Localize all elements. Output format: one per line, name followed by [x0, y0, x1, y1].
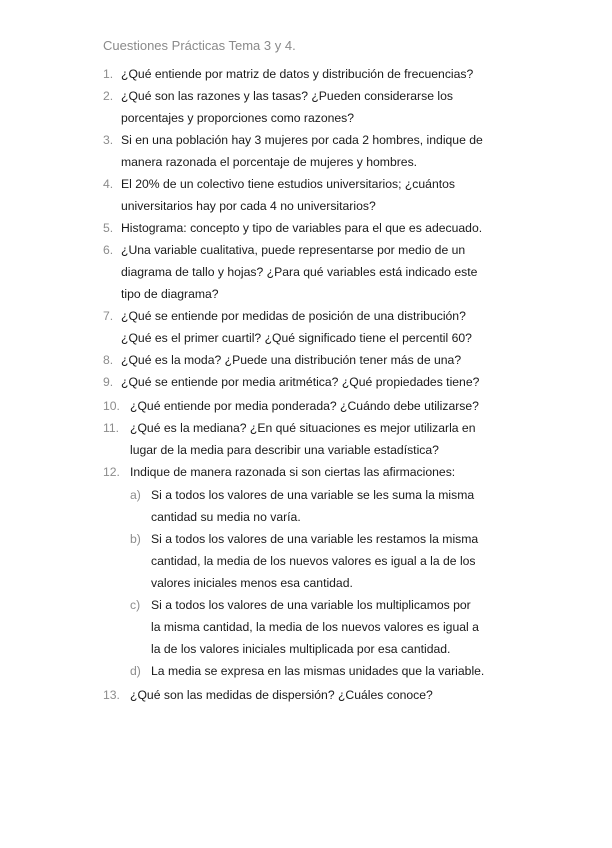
question-line: ¿Qué son las razones y las tasas? ¿Pueden considerarse los	[121, 89, 453, 103]
question-line: ¿Qué entiende por matriz de datos y distribución de frecuencias?	[121, 67, 474, 81]
question-number: 12.	[103, 465, 120, 479]
question-number: 4.	[103, 177, 114, 191]
sub-item-letter: c)	[130, 598, 141, 612]
question-line: universitarios hay por cada 4 no universitarios?	[121, 199, 376, 213]
sub-item-line: cantidad, la media de los nuevos valores es igual a la de los	[151, 554, 476, 568]
question-line: ¿Qué es la moda? ¿Puede una distribución tener más de una?	[121, 353, 462, 367]
question-item	[103, 417, 513, 461]
question-number: 9.	[103, 375, 114, 389]
question-item	[103, 371, 513, 393]
question-number: 10.	[103, 399, 120, 413]
question-item	[103, 684, 513, 706]
sub-item-letter: d)	[130, 664, 141, 678]
question-number: 8.	[103, 353, 114, 367]
sub-item	[130, 594, 520, 660]
question-item	[103, 173, 513, 217]
question-line: ¿Una variable cualitativa, puede representarse por medio de un	[121, 243, 466, 257]
sub-item-letter: a)	[130, 488, 141, 502]
question-item	[103, 349, 513, 371]
question-item	[103, 305, 513, 349]
sub-item-line: la misma cantidad, la media de los nuevos valores es igual a	[151, 620, 479, 634]
sub-item	[130, 660, 520, 682]
sub-item-letter: b)	[130, 532, 141, 546]
sub-item-line: Si a todos los valores de una variable les restamos la misma	[151, 532, 479, 546]
question-line: ¿Qué son las medidas de dispersión? ¿Cuáles conoce?	[130, 688, 433, 702]
question-line: porcentajes y proporciones como razones?	[121, 111, 355, 125]
sub-item-line: Si a todos los valores de una variable se les suma la misma	[151, 488, 475, 502]
question-number: 7.	[103, 309, 114, 323]
question-line: ¿Qué se entiende por media aritmética? ¿Qué propiedades tiene?	[121, 375, 480, 389]
question-item	[103, 217, 513, 239]
question-number: 13.	[103, 688, 120, 702]
question-item	[103, 461, 513, 483]
question-number: 5.	[103, 221, 114, 235]
sub-item-line: cantidad su media no varía.	[151, 510, 301, 524]
question-line: tipo de diagrama?	[121, 287, 219, 301]
sub-item	[130, 484, 520, 528]
question-item	[103, 85, 513, 129]
sub-item	[130, 528, 520, 594]
sub-item-line: la de los valores iniciales multiplicada por esa cantidad.	[151, 642, 451, 656]
question-number: 6.	[103, 243, 114, 257]
question-line: Si en una población hay 3 mujeres por cada 2 hombres, indique de	[121, 133, 483, 147]
question-number: 11.	[103, 421, 120, 435]
question-number: 3.	[103, 133, 114, 147]
question-line: ¿Qué es el primer cuartil? ¿Qué significado tiene el percentil 60?	[121, 331, 472, 345]
question-item	[103, 239, 513, 305]
question-number: 1.	[103, 67, 114, 81]
question-line: lugar de la media para describir una variable estadística?	[130, 443, 439, 457]
question-item	[103, 395, 513, 417]
sub-item-line: La media se expresa en las mismas unidades que la variable.	[151, 664, 485, 678]
question-line: manera razonada el porcentaje de mujeres y hombres.	[121, 155, 418, 169]
sub-item-line: Si a todos los valores de una variable los multiplicamos por	[151, 598, 471, 612]
question-line: diagrama de tallo y hojas? ¿Para qué variables está indicado este	[121, 265, 478, 279]
question-line: ¿Qué se entiende por medidas de posición de una distribución?	[121, 309, 466, 323]
question-line: Indique de manera razonada si son ciertas las afirmaciones:	[130, 465, 456, 479]
question-item	[103, 129, 513, 173]
question-line: ¿Qué entiende por media ponderada? ¿Cuándo debe utilizarse?	[130, 399, 479, 413]
question-line: El 20% de un colectivo tiene estudios universitarios; ¿cuántos	[121, 177, 455, 191]
page-title: Cuestiones Prácticas Tema 3 y 4.	[103, 38, 296, 53]
question-line: Histograma: concepto y tipo de variables para el que es adecuado.	[121, 221, 483, 235]
sub-item-line: valores iniciales menos esa cantidad.	[151, 576, 353, 590]
question-line: ¿Qué es la mediana? ¿En qué situaciones es mejor utilizarla en	[130, 421, 476, 435]
question-number: 2.	[103, 89, 114, 103]
question-item	[103, 63, 513, 85]
